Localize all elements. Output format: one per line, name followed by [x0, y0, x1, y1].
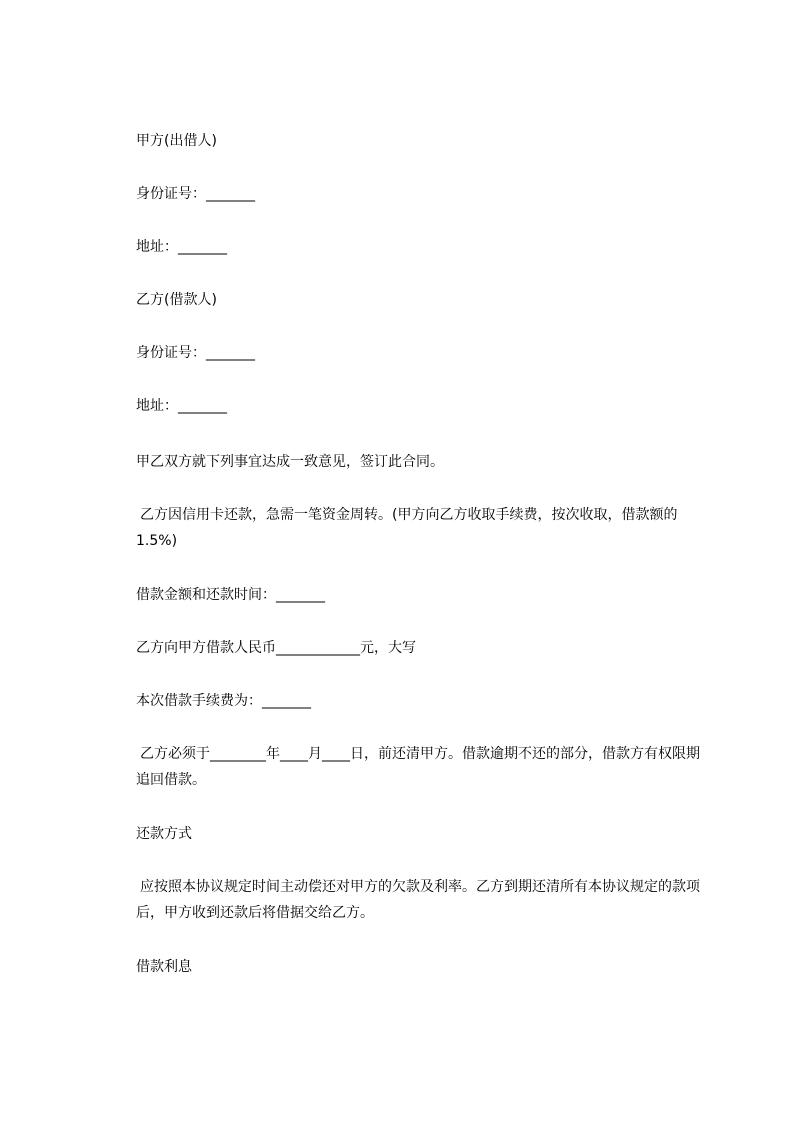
agreement-statement: 甲乙双方就下列事宜达成一致意见，签订此合同。 — [136, 454, 444, 470]
borrower-address: 地址：_______ — [136, 398, 227, 414]
loan-interest-heading: 借款利息 — [136, 959, 192, 975]
lender-address: 地址：_______ — [136, 239, 227, 255]
loan-amount-rmb: 乙方向甲方借款人民币____________元，大写 — [136, 640, 416, 656]
repayment-deadline-paragraph: 乙方必须于________年____月____日，前还清甲方。借款逾期不还的部分，借款方有权限期追回借款。 — [136, 746, 700, 788]
loan-amount-and-time: 借款金额和还款时间：_______ — [136, 587, 325, 603]
lender-heading: 甲方(出借人) — [136, 133, 217, 149]
repayment-method-paragraph: 应按照本协议规定时间主动偿还对甲方的欠款及利率。乙方到期还清所有本协议规定的款项后，甲方收到还款后将借据交给乙方。 — [136, 879, 700, 921]
borrower-heading: 乙方(借款人) — [136, 292, 217, 308]
borrower-id-number: 身份证号：_______ — [136, 345, 255, 361]
lender-id-number: 身份证号：_______ — [136, 186, 255, 202]
loan-fee: 本次借款手续费为：_______ — [136, 693, 311, 709]
repayment-method-heading: 还款方式 — [136, 826, 192, 842]
loan-purpose-paragraph: 乙方因信用卡还款，急需一笔资金周转。(甲方向乙方收取手续费，按次收取，借款额的 1.5%) — [136, 507, 678, 549]
